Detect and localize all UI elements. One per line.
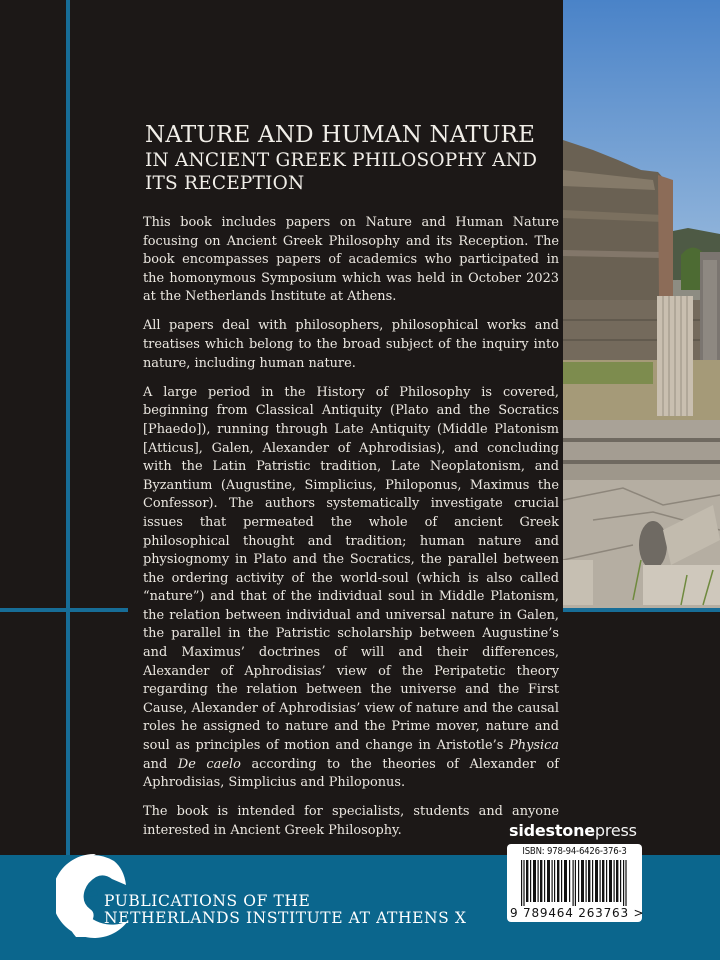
publisher-name-light: press — [594, 821, 637, 840]
series-title — [104, 893, 467, 927]
series-line-2: NETHERLANDS INSTITUTE AT ATHENS X — [104, 909, 467, 927]
vertical-accent-line — [66, 0, 70, 856]
work-title-physica: Physica — [509, 738, 559, 754]
title-subtitle-line1: IN ANCIENT GREEK PHILOSOPHY AND — [145, 150, 538, 171]
photo-underline — [563, 608, 720, 612]
horizontal-accent-line — [0, 608, 128, 612]
series-line-1: PUBLICATIONS OF THE — [104, 892, 311, 910]
blurb-paragraph-2: All papers deal with philosophers, philosophical works and treatises which belong to the broad subject of the inquiry into nature, including human nature. — [143, 318, 559, 371]
blurb-paragraph-4: The book is intended for specialists, students and anyone interested in Ancient Greek Philosophy. — [143, 804, 559, 838]
conjunction: and — [143, 756, 178, 772]
isbn-label: ISBN: 978-94-6426-376-3 — [522, 846, 627, 857]
ruins-photo — [563, 0, 720, 609]
work-title-de-caelo: De caelo — [177, 756, 241, 772]
title-main: NATURE AND HUMAN NATURE — [145, 122, 536, 148]
blurb — [143, 214, 559, 851]
barcode-icon — [521, 860, 627, 906]
blurb-paragraph-3-text: A large period in the History of Philosophy is covered, beginning from Classical Antiquity (Plato and the Socratics [Phaedo]), running through Late Antiquity (Middle Platonism [Atticus], Galen, Alexander of Aphrodisias), and concluding with the Latin Patristic tradition, Late Neoplatonism, and Byzantium (Augustine, Simplicius, Philoponus, Maximus the Confessor). The authors systematically investigate crucial issues that permeated the whole of ancient Greek philosophical thought and tradition; human nature and physiognomy in Plato and the Socratics, the parallel between the ordering activity of the world-soul (which is also called “nature”) and that of the individual soul in Middle Platonism, the relation between individual and universal nature in Galen, the parallel in the Patristic scholarship between Augustine’s and Maximus’ doctrines of will and their differences, Alexander of Aphrodisias’ view of the Peripatetic theory regarding the relation between the universe and the First Cause, Alexander of Aphrodisias’ view of nature and the causal roles he assigned to nature and the Prime mover, nature and soul as principles of motion and change in Aristotle’s — [143, 384, 559, 754]
ancient-ruins-image — [563, 0, 720, 609]
blurb-paragraph-1: This book includes papers on Nature and Human Nature focusing on Ancient Greek Philosophy and its Reception. The book encompasses papers of academics who participated in the homonymous Symposium which was held in October 2023 at the Netherlands Institute at Athens. — [143, 215, 559, 305]
book-title — [145, 122, 565, 195]
publisher-name-bold: sidestone — [509, 821, 595, 840]
ean-digits: 9 789464 263763 > — [510, 906, 645, 920]
publisher-logo — [509, 821, 637, 841]
isbn-barcode — [507, 844, 645, 922]
blurb-paragraph-3-end: according to the theories of Alexander of Aphrodisias, Simplicius and Philoponus. — [143, 756, 559, 791]
title-subtitle-line2: ITS RECEPTION — [145, 173, 305, 194]
blurb-paragraph-3 — [143, 384, 559, 793]
